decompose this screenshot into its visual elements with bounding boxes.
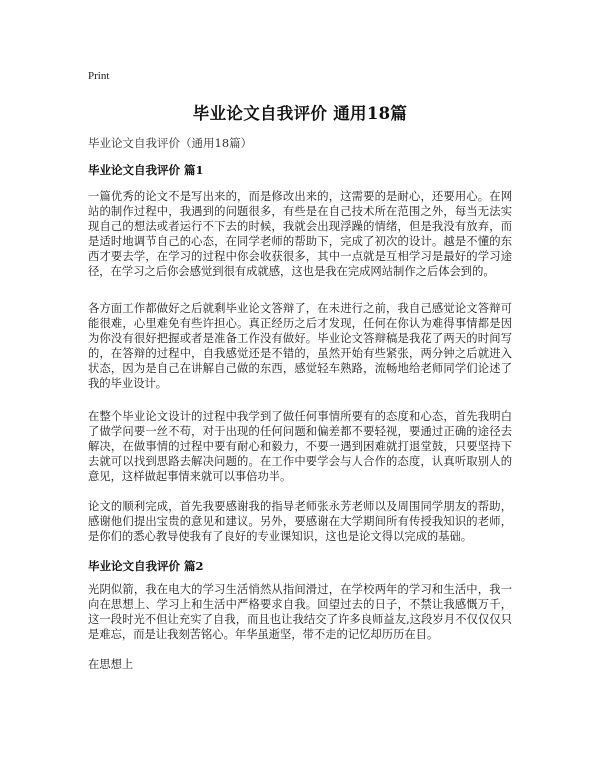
section-heading-2: 毕业论文自我评价 篇2 [88, 559, 204, 573]
paragraph: 各方面工作都做好之后就剩毕业论文答辩了，在未进行之前，我自己感觉论文答辩可能很难，心里难免有些许担心。真正经历之后才发现，任何在你认为难得事情都是因为你没有很好把握或者是准备工作没有做好。毕业论文答辩稿是我花了两天的时间写的，在答辩的过程中，自我感觉还是不错的，虽然开始有些紧张，两分钟之后就进入状态，因为是自己在讲解自己做的东西，感觉轻车熟路，流畅地给老师同学们论述了我的毕业设计。 [88, 302, 512, 390]
paragraph: 在整个毕业论文设计的过程中我学到了做任何事情所要有的态度和心态，首先我明白了做学问要一丝不苟，对于出现的任何问题和偏差都不要轻视，要通过正确的途径去解决，在做事情的过程中要有耐心和毅力，不要一遇到困难就打退堂鼓，只要坚持下去就可以找到思路去解决问题的。在工作中要学会与人合作的态度，认真听取别人的意见，这样做起事情来就可以事倍功半。 [88, 410, 512, 483]
paragraph: 论文的顺利完成，首先我要感谢我的指导老师张永芳老师以及周围同学朋友的帮助，感谢他们提出宝贵的意见和建议。另外，要感谢在大学期间所有传授我知识的老师，是你们的悉心教导使我有了良好的专业课知识，这也是论文得以完成的基础。 [88, 500, 512, 543]
paragraph: 光阴似箭，我在电大的学习生活悄然从指间滑过，在学校两年的学习和生活中，我一向在思想上、学习上和生活中严格要求自我。回望过去的日子，不禁让我感慨万千，这一段时光不但让充实了自我，而且也让我结交了许多良师益友,这段岁月不仅仅仅只是难忘，而是让我刻苦铭心。年华虽逝坚，带不走的记忆却历历在目。 [88, 583, 512, 641]
section-heading-1: 毕业论文自我评价 篇1 [88, 163, 204, 177]
document-subtitle: 毕业论文自我评价（通用18篇） [88, 136, 253, 150]
paragraph: 在思想上 [88, 658, 134, 671]
page-title: 毕业论文自我评价 通用18篇 [192, 104, 408, 123]
paragraph: 一篇优秀的论文不是写出来的，而是修改出来的，这需要的是耐心，还要用心。在网站的制作过程中，我遇到的问题很多，有些是在自己技术所在范围之外，每当无法实现自己的想法或者运行不下去的时候，我就会出现浮躁的情绪，但是我没有放弃，而是适时地调节自己的心态，在同学老师的帮助下，完成了初次的设计。越是不懂的东西才要去学，在学习的过程中你会收获很多，其中一点就是互相学习是最好的学习途径，在学习之后你会感觉到很有成就感，这也是我在完成网站制作之后体会到的。 [88, 190, 512, 278]
print-link[interactable]: Print [88, 70, 110, 82]
